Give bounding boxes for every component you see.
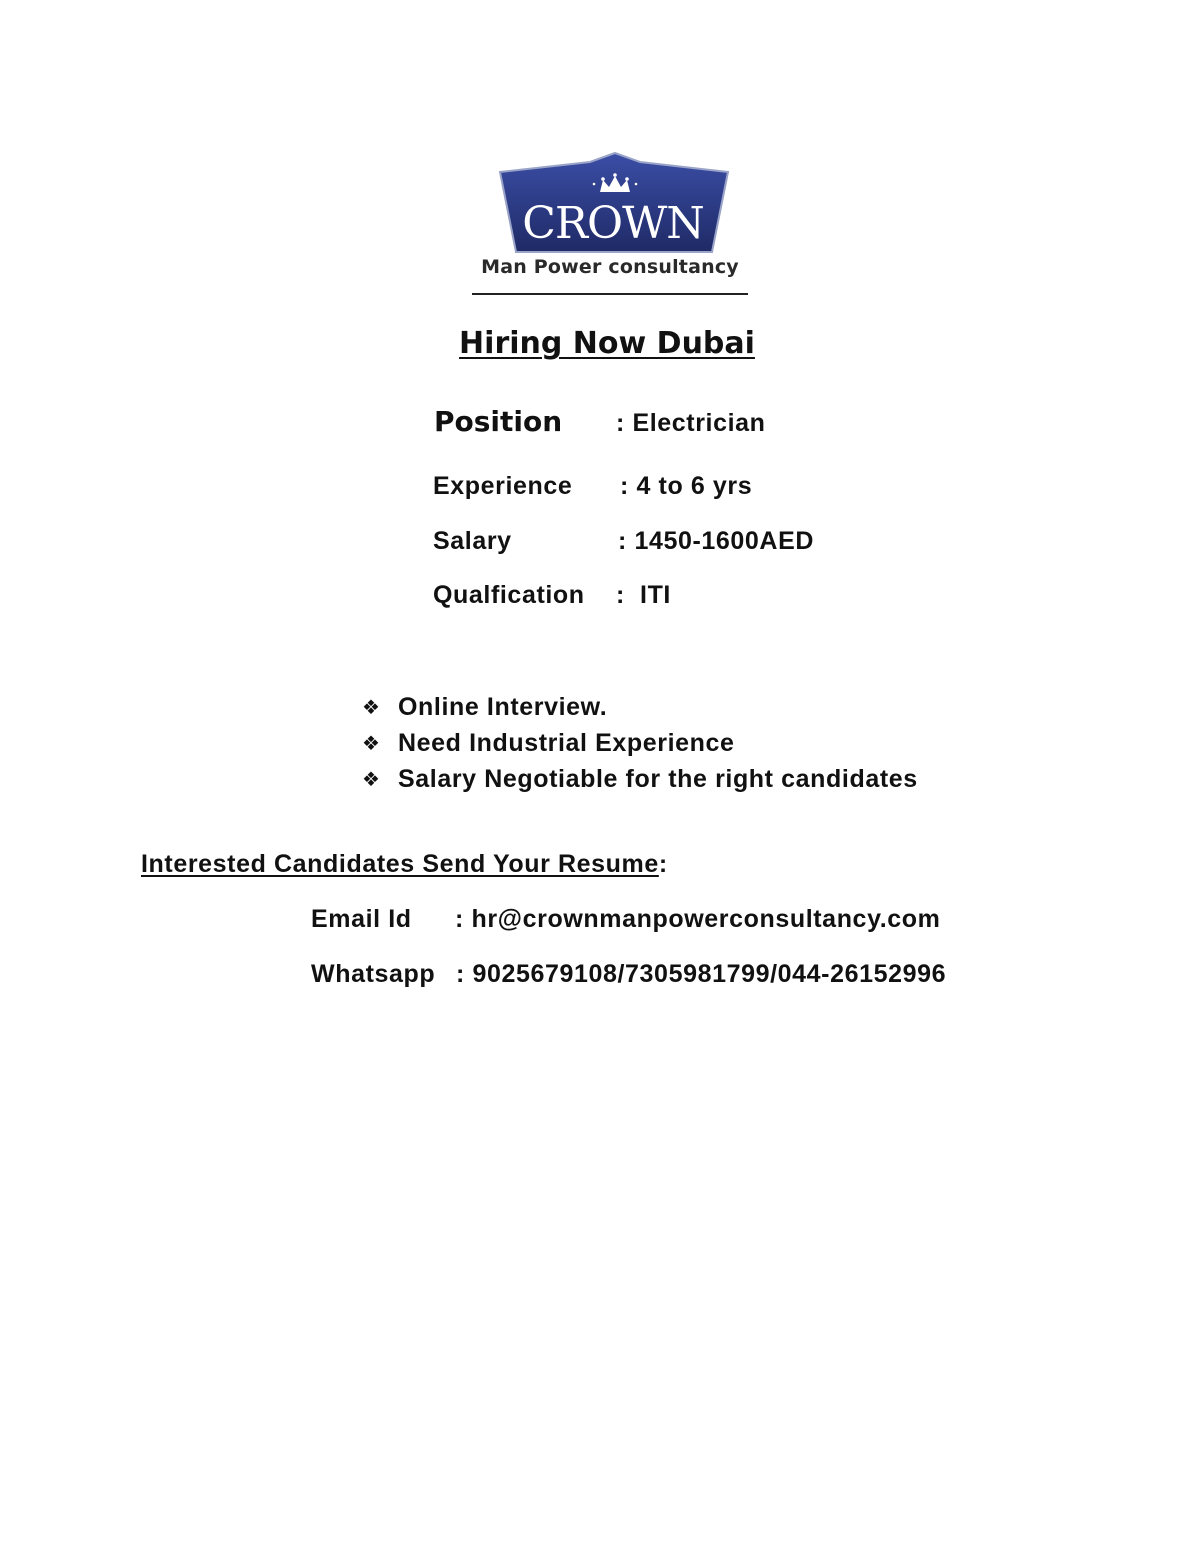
logo-divider <box>472 293 748 295</box>
detail-label-qualification: Qualfication <box>433 581 585 609</box>
apply-instructions <box>141 850 668 879</box>
list-item-text: Need Industrial Experience <box>398 729 735 757</box>
detail-label-salary: Salary <box>433 527 512 555</box>
detail-value-salary: : 1450-1600AED <box>618 527 815 555</box>
detail-value-position: : Electrician <box>616 409 766 437</box>
requirements-list <box>362 690 918 798</box>
detail-label-position: Position <box>434 405 563 438</box>
company-logo <box>470 150 750 300</box>
page-title-text: Hiring Now Dubai <box>459 326 755 361</box>
contact-email[interactable]: : hr@crownmanpowerconsultancy.com <box>455 905 941 933</box>
detail-label-experience: Experience <box>433 472 573 500</box>
list-item-text: Salary Negotiable for the right candidates <box>398 765 918 793</box>
detail-value-experience: : 4 to 6 yrs <box>620 472 753 500</box>
crown-banner-graphic <box>470 150 750 260</box>
contact-label-email: Email Id <box>311 905 412 933</box>
logo-brand: CROWN <box>522 198 704 249</box>
detail-value-qualification: : ITI <box>616 581 671 609</box>
logo-tagline: Man Power consultancy <box>481 256 739 278</box>
diamond-bullet-icon: ❖ <box>362 733 381 755</box>
apply-instructions-text: Interested Candidates Send Your Resume <box>141 850 659 878</box>
contact-label-whatsapp: Whatsapp <box>311 960 436 988</box>
list-item <box>362 762 918 798</box>
apply-instructions-suffix: : <box>658 850 668 878</box>
diamond-bullet-icon: ❖ <box>362 697 381 719</box>
list-item-text: Online Interview. <box>398 693 608 721</box>
diamond-bullet-icon: ❖ <box>362 769 381 791</box>
page-title <box>0 326 1200 361</box>
contact-whatsapp[interactable]: : 9025679108/7305981799/044-26152996 <box>456 960 947 988</box>
list-item <box>362 690 918 726</box>
list-item <box>362 726 918 762</box>
